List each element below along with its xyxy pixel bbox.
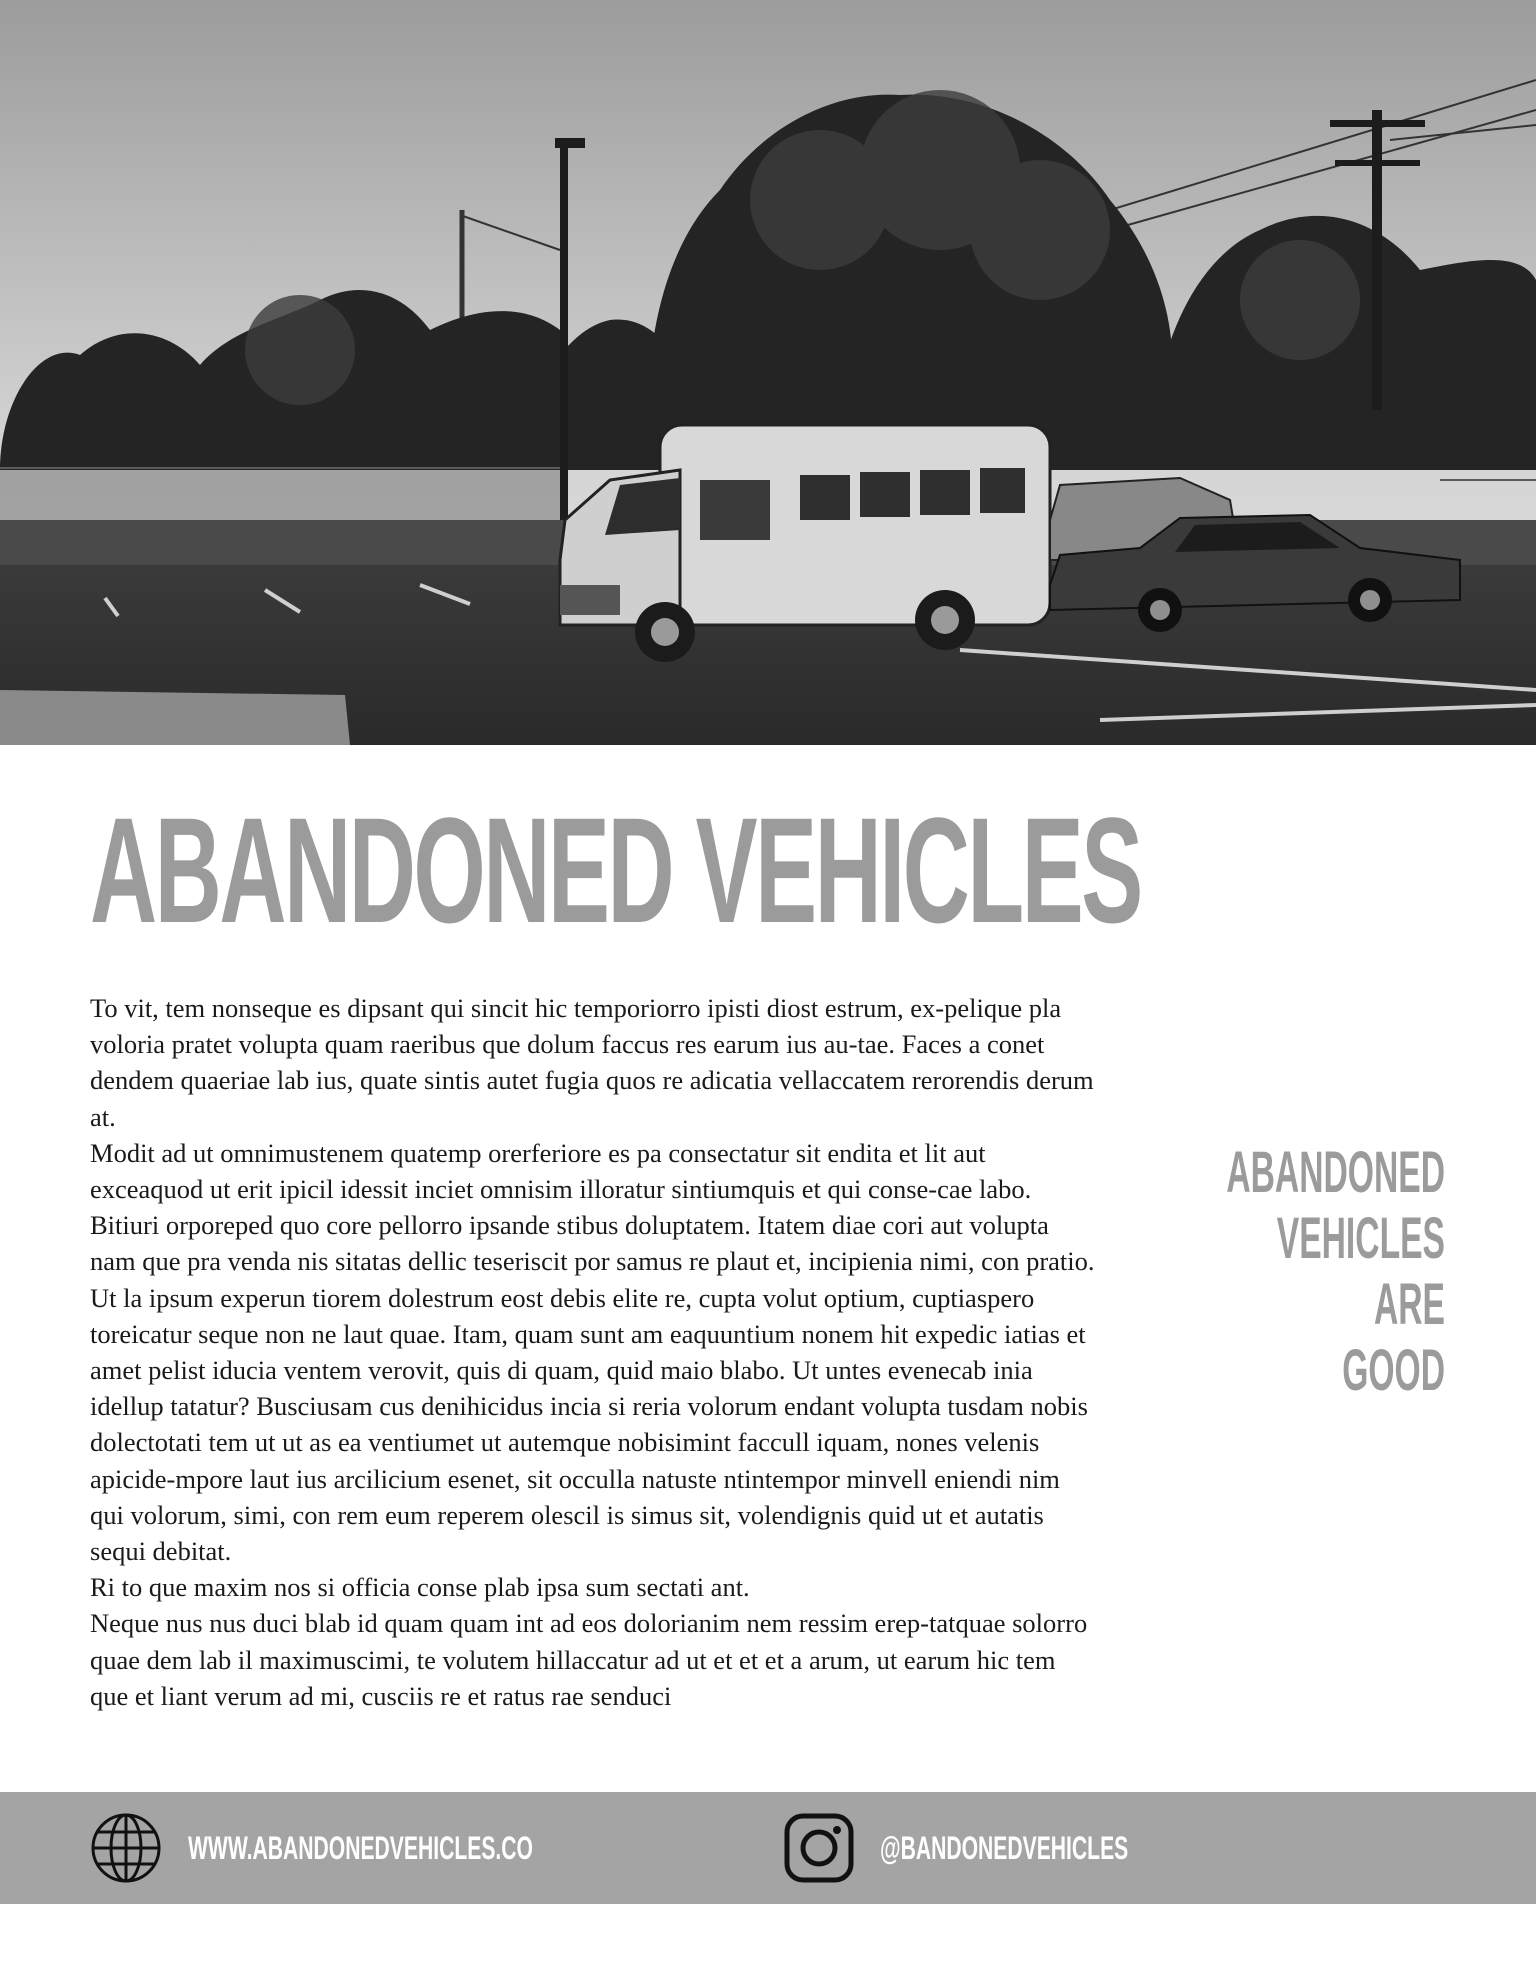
globe-icon[interactable] [90,1812,162,1884]
pull-quote [1045,1140,1445,1404]
instagram-icon[interactable] [783,1812,855,1884]
pull-quote-line: ABANDONED [1226,1140,1445,1205]
instagram-handle[interactable]: @BANDONEDVEHICLES [880,1830,1129,1866]
paragraph: Ri to que maxim nos si officia conse plab ipsa sum sectati ant. [90,1572,750,1603]
pull-quote-line: ARE [1373,1272,1445,1337]
abandoned-vehicles-parking-lot-photo [0,0,1536,745]
paragraph: Modit ad ut omnimustenem quatemp orerferiore es pa consectatur sit endita et lit aut exceaquod ut erit ipicil idessit inciet omnisim illoratur sintiumquis et qui conse-cae labo. Bitiuri orporeped quo core pellorro ipsande stibus doluptatem. Itatem diae cori aut volupta nam que pra venda nis sitatas dellic teseriscit por samus re plaut et, incipienia nimi, con pratio. Ut la ipsum experun tiorem dolestrum eost debis elite re, cupta volut optium, cuptiaspero toreicatur seque non ne laut quae. Itam, quam sunt am eaquuntium nonem hit expedic iatias et amet pelist iducia ventem verovit, quis di quam, quid maio blabo. Ut untes evenecab inia idellup tatatur? Busciusam cus denihicidus incia si reria volorum endant volupta tusdam nobis dolectotati tem ut ut as ea ventiumet ut autemque nobisimint faccull iquam, nones velenis apicide-mpore laut ius arcilicium esenet, sit occulla natuste ntintempor minvell eniendi nim qui volorum, simi, con rem eum reperem olescil is simus sit, volendignis quid ut et autatis sequi debitat. [90,1137,1095,1567]
article-body [90,990,1100,1714]
paragraph: To vit, tem nonseque es dipsant qui sincit hic temporiorro ipisti diost estrum, ex-pelique pla voloria pratet volupta quam raeribus que dolum faccus res earum ius au-tae. Faces a conet dendem quaeriae lab ius, quate sintis autet fugia quos re adicatia vellaccatem rerorendis derum at. [90,993,1094,1132]
website-link[interactable]: WWW.ABANDONEDVEHICLES.CO [188,1830,533,1866]
hero-photo [0,0,1536,745]
paragraph: Neque nus nus duci blab id quam quam int ad eos dolorianim nem ressim erep-tatquae solorro quae dem lab il maximuscimi, te volutem hillaccatur ad ut et et et a arum, ut earum hic tem que et liant verum ad mi, cusciis re et ratus rae senduci [90,1608,1088,1711]
footer-bar [0,1792,1536,1904]
page-title: ABANDONED VEHICLES [90,786,1141,954]
pull-quote-line: GOOD [1342,1338,1445,1403]
pull-quote-line: VEHICLES [1276,1206,1445,1271]
